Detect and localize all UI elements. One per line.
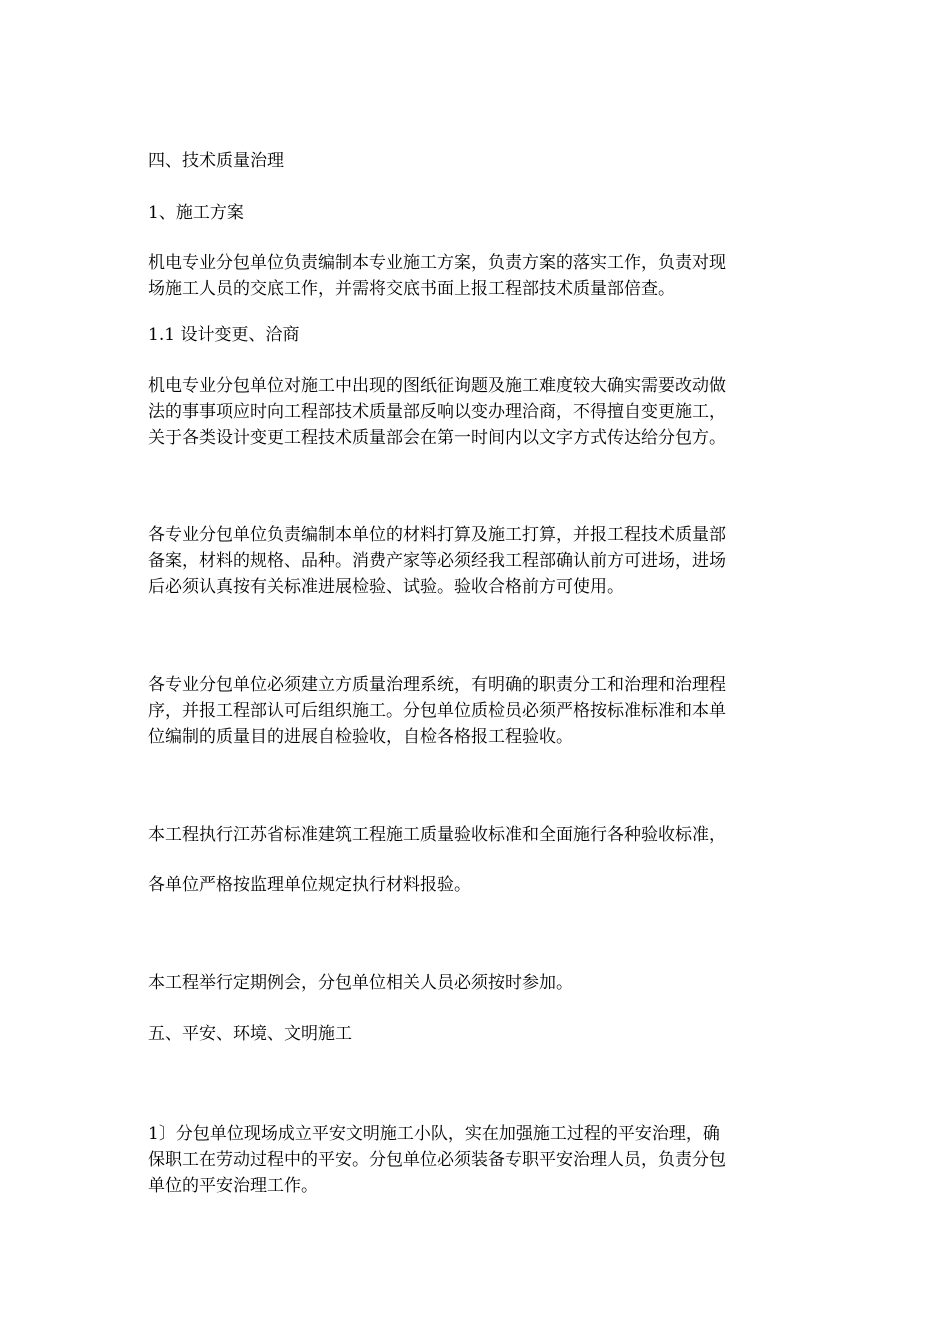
- paragraph-quality-system: [148, 672, 808, 750]
- text-line: 各专业分包单位负责编制本单位的材料打算及施工打算，并报工程技术质量部: [148, 525, 726, 545]
- text-line: 本工程执行江苏省标准建筑工程施工质量验收标准和全面施行各种验收标准，: [148, 825, 726, 845]
- text-line: 备案，材料的规格、品种。消费产家等必须经我工程部确认前方可进场，进场: [148, 551, 726, 571]
- text-line: 四、技术质量治理: [148, 151, 284, 171]
- paragraph-regular-meetings: [148, 970, 808, 996]
- text-line: 位编制的质量目的进展自检验收，自检各格报工程验收。: [148, 727, 573, 747]
- paragraph-materials-plan: [148, 522, 808, 600]
- text-line: 各单位严格按监理单位规定执行材料报验。: [148, 875, 471, 895]
- text-line: 序，并报工程部认可后组织施工。分包单位质检员必须严格按标准标准和本单: [148, 701, 726, 721]
- text-line: 机电专业分包单位对施工中出现的图纸征询题及施工难度较大确实需要改动做: [148, 376, 726, 396]
- text-line: 1、施工方案: [148, 203, 244, 223]
- section-heading-4: [148, 148, 808, 174]
- text-line: 机电专业分包单位负责编制本专业施工方案，负责方案的落实工作，负责对现: [148, 253, 726, 273]
- text-line: 法的事事项应时向工程部技术质量部反响以变办理洽商，不得擅自变更施工，: [148, 402, 726, 422]
- paragraph-material-inspection: [148, 872, 808, 898]
- text-line: 1〕分包单位现场成立平安文明施工小队，实在加强施工过程的平安治理，确: [148, 1124, 720, 1144]
- paragraph-safety-team: [148, 1121, 808, 1199]
- text-line: 本工程举行定期例会，分包单位相关人员必须按时参加。: [148, 973, 573, 993]
- paragraph-standards: [148, 822, 808, 848]
- text-line: 场施工人员的交底工作，并需将交底书面上报工程部技术质量部倍查。: [148, 279, 675, 299]
- text-line: 1.1 设计变更、洽商: [148, 325, 300, 345]
- text-line: 后必须认真按有关标准进展检验、试验。验收合格前方可使用。: [148, 577, 624, 597]
- text-line: 关于各类设计变更工程技术质量部会在第一时间内以文字方式传达给分包方。: [148, 428, 726, 448]
- subsection-heading-1: [148, 200, 808, 226]
- subsection-heading-1-1: [148, 322, 808, 348]
- section-heading-5: [148, 1021, 808, 1047]
- text-line: 保职工在劳动过程中的平安。分包单位必须装备专职平安治理人员，负责分包: [148, 1150, 726, 1170]
- text-line: 五、平安、环境、文明施工: [148, 1024, 352, 1044]
- text-line: 各专业分包单位必须建立方质量治理系统，有明确的职责分工和治理和治理程: [148, 675, 726, 695]
- paragraph-design-change: [148, 373, 808, 451]
- paragraph-construction-plan: [148, 250, 808, 302]
- text-line: 单位的平安治理工作。: [148, 1176, 318, 1196]
